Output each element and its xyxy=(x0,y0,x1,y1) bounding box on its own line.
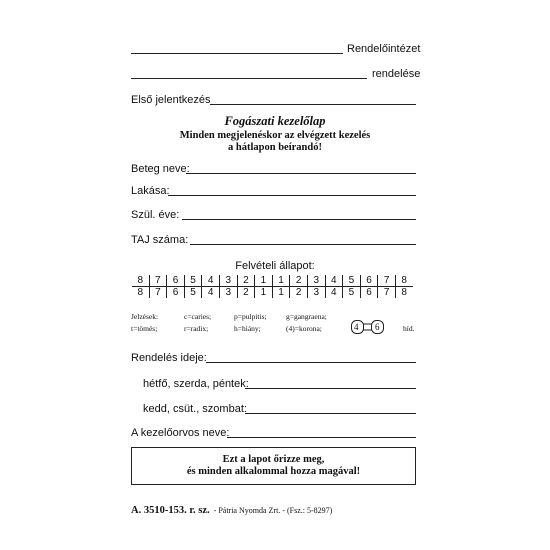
tooth-cell[interactable]: 6 xyxy=(360,287,378,299)
tooth-cell[interactable]: 3 xyxy=(307,287,325,299)
tue-thu-sat-label: kedd, csüt., szombat: xyxy=(143,403,247,415)
tooth-cell[interactable]: 7 xyxy=(378,287,396,299)
tooth-cell[interactable]: 4 xyxy=(325,287,343,299)
dental-chart[interactable] xyxy=(132,275,413,298)
tooth-cell[interactable]: 2 xyxy=(290,287,308,299)
upper-teeth-row xyxy=(132,275,413,287)
tooth-cell[interactable]: 1 xyxy=(272,275,290,287)
tooth-cell[interactable]: 7 xyxy=(378,275,396,287)
hours-line[interactable] xyxy=(206,362,416,363)
patient-name-line[interactable] xyxy=(186,173,416,174)
form-title: Fogászati kezelőlap xyxy=(224,114,326,128)
legend-item: c=caries; xyxy=(184,312,212,321)
legend-item: t=tömés; xyxy=(131,324,158,333)
doctor-line[interactable] xyxy=(227,437,416,438)
tooth-cell[interactable]: 8 xyxy=(132,275,149,287)
tooth-cell[interactable]: 2 xyxy=(237,275,255,287)
tooth-cell[interactable]: 5 xyxy=(343,287,361,299)
tooth-cell[interactable]: 8 xyxy=(395,287,412,299)
mon-wed-fri-label: hétfő, szerda, péntek: xyxy=(143,378,249,390)
legend-item: h=hiány; xyxy=(234,324,261,333)
legend-item: r=radix; xyxy=(184,324,209,333)
legend-item: (4)=korona; xyxy=(286,324,322,333)
footer xyxy=(131,500,332,518)
tooth-cell[interactable]: 2 xyxy=(237,287,255,299)
institution-line[interactable] xyxy=(131,53,343,54)
tooth-cell[interactable]: 2 xyxy=(290,275,308,287)
tooth-cell[interactable]: 1 xyxy=(255,287,273,299)
tooth-cell[interactable]: 1 xyxy=(255,275,273,287)
patient-name-label: Beteg neve: xyxy=(131,163,190,175)
doctor-label: A kezelőorvos neve: xyxy=(131,427,230,439)
taj-line[interactable] xyxy=(190,244,416,245)
hours-label: Rendelés ideje: xyxy=(131,352,207,364)
tooth-cell[interactable]: 8 xyxy=(395,275,412,287)
legend-item: g=gangraena; xyxy=(286,312,327,321)
institution-label: Rendelőintézet xyxy=(347,43,421,55)
mon-wed-fri-line[interactable] xyxy=(245,388,416,389)
notice-line-1: Ezt a lapot őrizze meg, xyxy=(222,454,325,465)
tooth-cell[interactable]: 8 xyxy=(137,287,144,298)
address-line[interactable] xyxy=(168,195,416,196)
tooth-cell[interactable]: 6 xyxy=(167,287,185,299)
tooth-cell[interactable]: 4 xyxy=(325,275,343,287)
tooth-cell[interactable]: 5 xyxy=(184,287,202,299)
legend-item: p=pulpitis; xyxy=(234,312,267,321)
bridge-from: 4 xyxy=(354,322,359,332)
subtitle-line-2: a hátlapon beírandó! xyxy=(228,142,322,153)
lower-teeth-row xyxy=(132,287,413,299)
status-title: Felvételi állapot: xyxy=(235,260,315,272)
tooth-cell[interactable]: 7 xyxy=(149,287,167,299)
tooth-cell[interactable]: 4 xyxy=(202,275,220,287)
tooth-cell[interactable]: 3 xyxy=(219,287,237,299)
bridge-to: 6 xyxy=(375,322,380,332)
notice-box xyxy=(131,447,416,485)
first-report-line[interactable] xyxy=(210,104,416,105)
birth-year-label: Szül. éve: xyxy=(131,209,180,221)
address-label: Lakása: xyxy=(131,185,170,197)
notice-line-2: és minden alkalommal hozza magával! xyxy=(186,466,361,477)
legend-item: Jelzések: xyxy=(131,312,159,321)
tooth-cell[interactable]: 5 xyxy=(184,275,202,287)
form-code: A. 3510-153. r. sz. xyxy=(131,505,210,516)
subtitle-line-1: Minden megjelenéskor az elvégzett kezelés xyxy=(179,130,371,141)
tooth-cell[interactable]: 3 xyxy=(219,275,237,287)
tooth-cell[interactable]: 6 xyxy=(360,275,378,287)
publisher-info: - Pátria Nyomda Zrt. - (Fsz.: 5-8297) xyxy=(213,506,333,515)
bridge-symbol xyxy=(351,320,385,335)
bridge-label: híd. xyxy=(403,324,415,333)
tooth-cell[interactable]: 1 xyxy=(272,287,290,299)
first-report-label: Első jelentkezés xyxy=(131,94,211,106)
clinic-line[interactable] xyxy=(131,78,367,79)
tue-thu-sat-line[interactable] xyxy=(245,413,416,414)
birth-year-line[interactable] xyxy=(182,219,416,220)
tooth-cell[interactable]: 3 xyxy=(307,275,325,287)
tooth-cell[interactable]: 6 xyxy=(167,275,185,287)
tooth-cell[interactable]: 5 xyxy=(343,275,361,287)
clinic-label: rendelése xyxy=(372,68,421,80)
tooth-cell[interactable]: 7 xyxy=(149,275,167,287)
tooth-cell[interactable]: 4 xyxy=(202,287,220,299)
taj-label: TAJ száma: xyxy=(131,234,189,246)
